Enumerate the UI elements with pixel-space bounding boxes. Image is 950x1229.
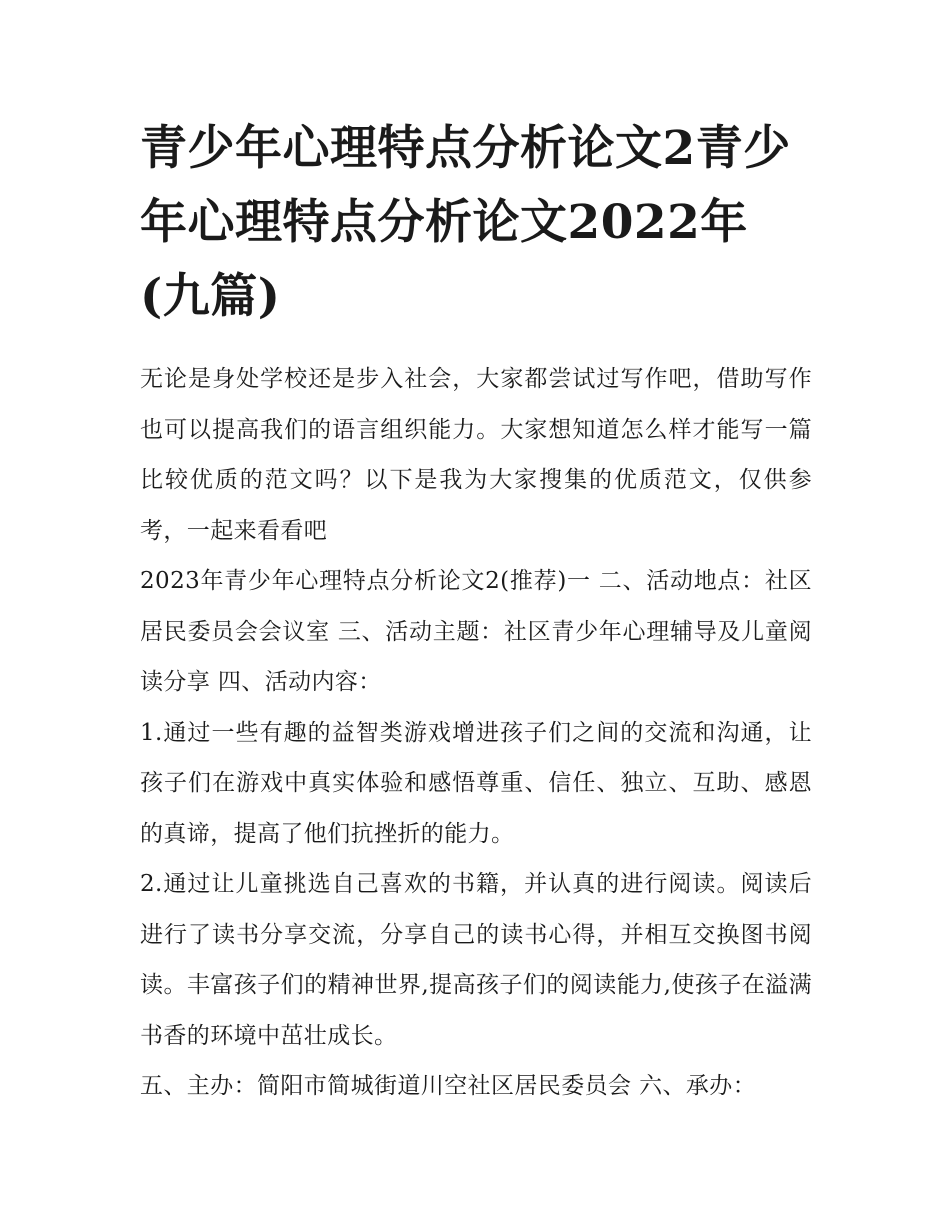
- activity-overview-paragraph: 2023年青少年心理特点分析论文2(推荐)一 二、活动地点：社区居民委员会会议室 三、活动主题：社区青少年心理辅导及儿童阅读分享 四、活动内容：: [140, 568, 812, 695]
- activity-item-1-paragraph: 1.通过一些有趣的益智类游戏增进孩子们之间的交流和沟通，让孩子们在游戏中真实体验和感悟尊重、信任、独立、互助、感恩的真谛，提高了他们抗挫折的能力。: [140, 719, 812, 847]
- intro-paragraph: 无论是身处学校还是步入社会，大家都尝试过写作吧，借助写作也可以提高我们的语言组织能力。大家想知道怎么样才能写一篇比较优质的范文吗？以下是我为大家搜集的优质范文，仅供参考，一起来看看吧: [140, 366, 812, 544]
- organizer-paragraph: 五、主办：简阳市简城街道川空社区居民委员会 六、承办：: [140, 1073, 757, 1099]
- activity-item-2-paragraph: 2.通过让儿童挑选自己喜欢的书籍，并认真的进行阅读。阅读后进行了读书分享交流，分享自己的读书心得，并相互交换图书阅读。丰富孩子们的精神世界,提高孩子们的阅读能力,使孩子在溢满书香的环境中茁壮成长。: [140, 871, 812, 1049]
- document-page: [140, 112, 812, 1112]
- document-title: 青少年心理特点分析论文2青少年心理特点分析论文2022年(九篇): [140, 121, 791, 324]
